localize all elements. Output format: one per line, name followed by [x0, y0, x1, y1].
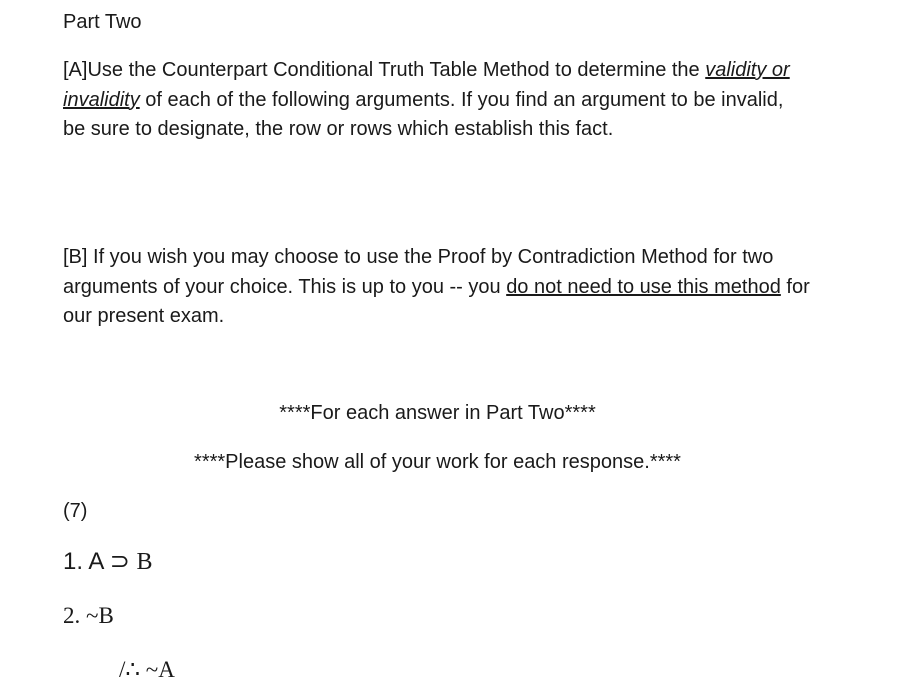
- premise-1-term: B: [136, 549, 153, 575]
- question-number: (7): [63, 500, 88, 522]
- instruction-b-rest: for our present exam.: [63, 275, 810, 327]
- instruction-a: [63, 56, 803, 145]
- section-title: Part Two: [63, 11, 142, 33]
- premise-1-label: 1. A ⊃: [63, 548, 137, 575]
- premise-2: 2. ~B: [63, 603, 114, 628]
- instruction-a-lead: [A]Use the Counterpart Conditional Truth Table Method to determine the: [63, 59, 706, 81]
- instruction-b: [63, 243, 823, 332]
- premise-1: [63, 547, 153, 577]
- notice-each-answer: ****For each answer in Part Two****: [279, 402, 596, 424]
- instruction-b-lead: [B] If you wish you may choose to use the Proof by Contradiction Method for two arguments of your choice. This is up to you -- you: [63, 246, 774, 298]
- notice-show-work: ****Please show all of your work for each response.****: [194, 451, 681, 473]
- instruction-a-emphasis: validity or invalidity: [63, 59, 790, 111]
- instruction-a-rest: of each of the following arguments. If you find an argument to be invalid, be sure to designate, the row or rows which establish this fact.: [63, 88, 784, 140]
- instruction-b-emphasis: do not need to use this method: [506, 275, 781, 298]
- conclusion: /∴ ~A: [119, 657, 175, 682]
